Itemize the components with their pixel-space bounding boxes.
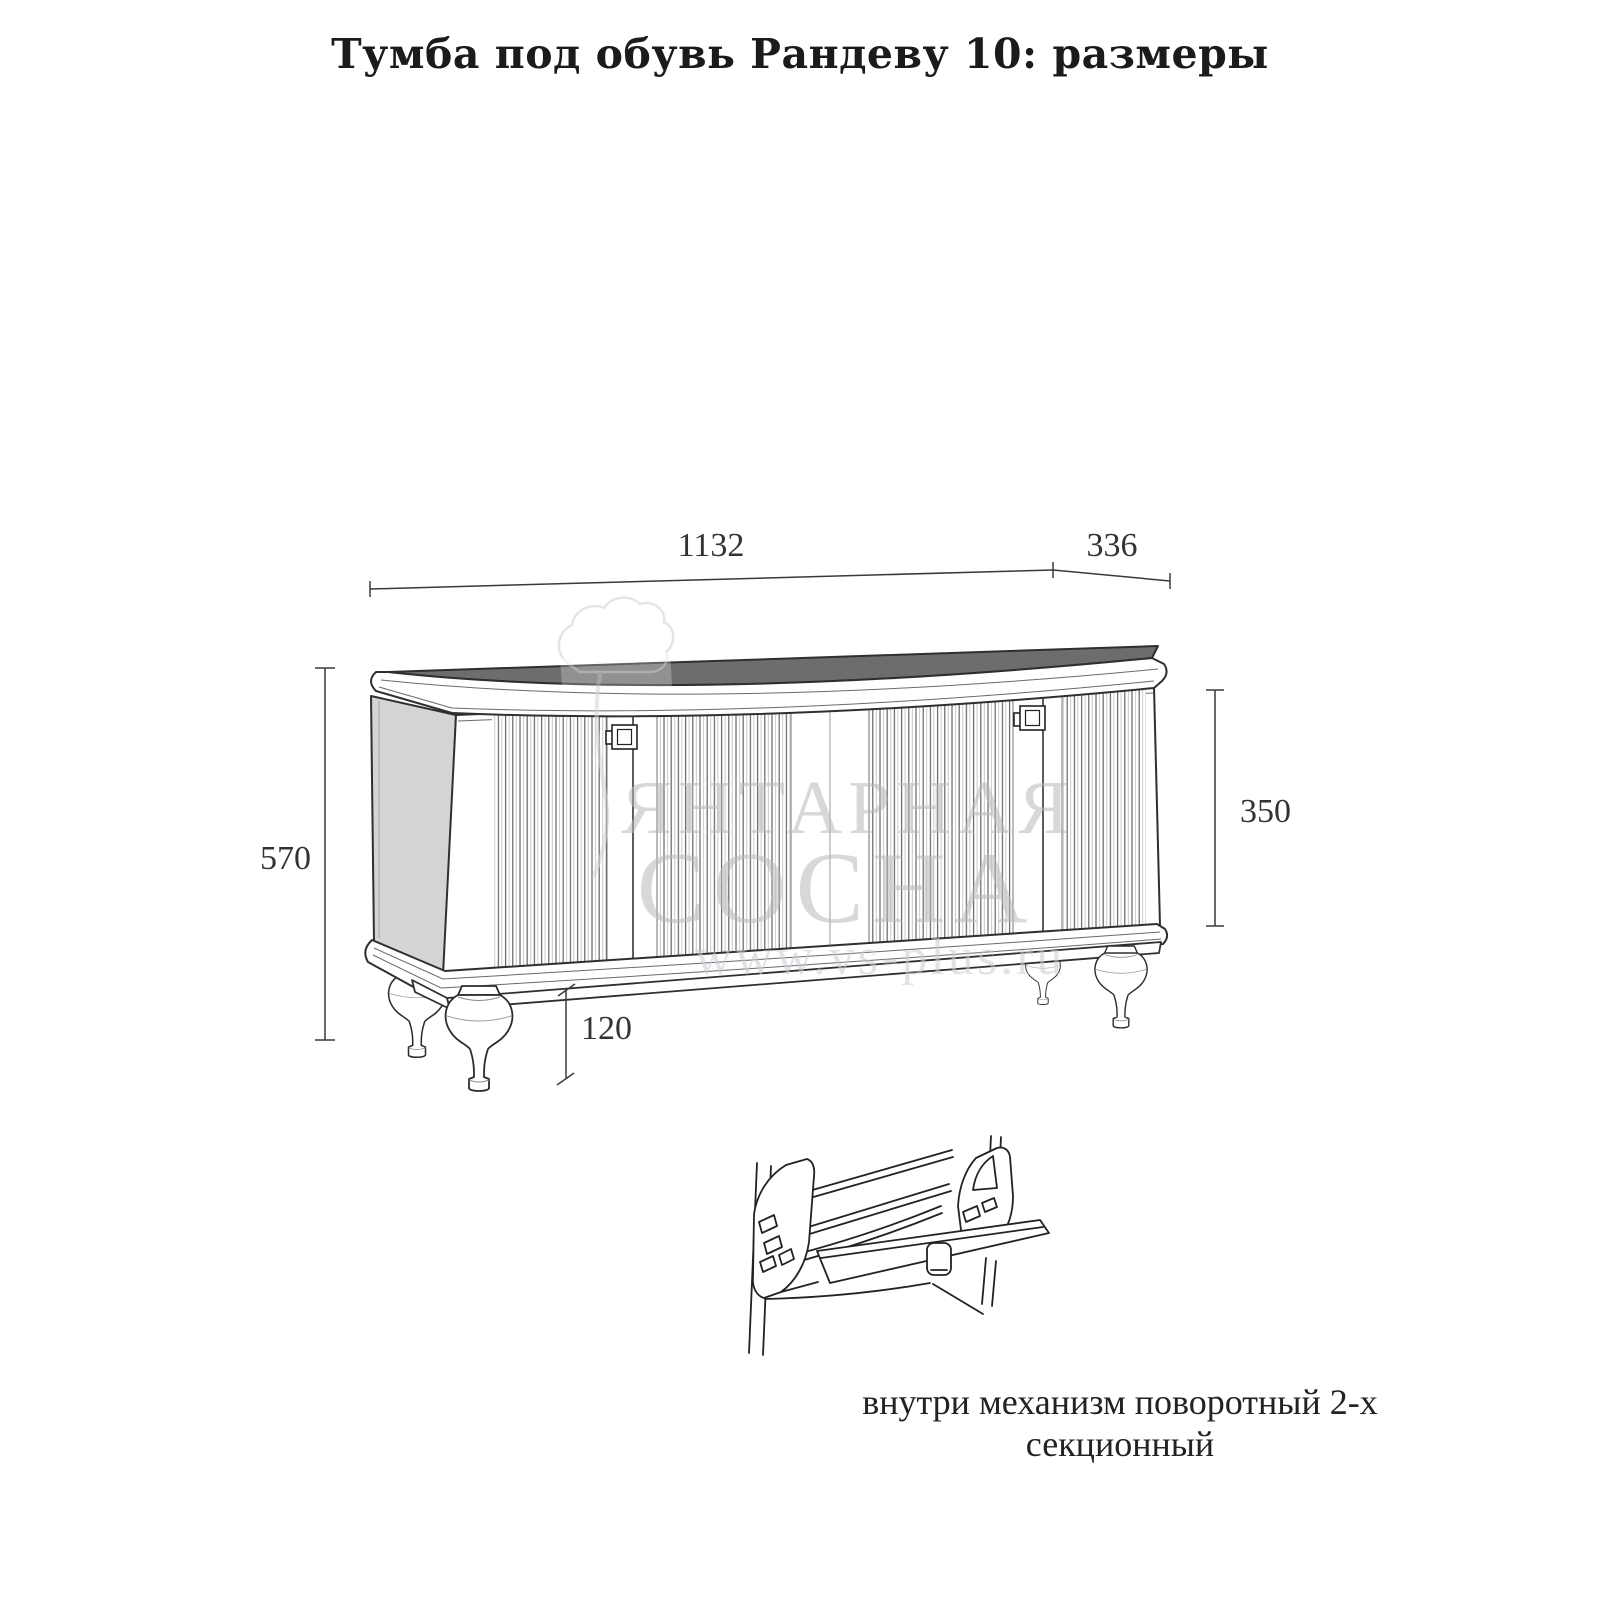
- flute-panel-1: [492, 710, 607, 973]
- dimension-depth: [1053, 527, 1170, 589]
- watermark-url: www.vs-plus.ru: [694, 929, 1066, 986]
- dimension-door-height: [1206, 690, 1291, 926]
- dimension-width: [370, 527, 1053, 597]
- mechanism-caption: внутри механизм поворотный 2-х секционный: [862, 1382, 1378, 1464]
- mechanism-flap: [817, 1220, 1049, 1283]
- leg-front-right: [1095, 946, 1147, 1028]
- mechanism-left-bracket: [753, 1159, 814, 1298]
- watermark-brand-line2: СОСНА: [636, 832, 1036, 945]
- dimension-depth-label: 336: [1086, 527, 1138, 564]
- side-panel: [371, 696, 456, 972]
- watermark-tree-canopy-icon: [559, 598, 673, 672]
- dimension-door-height-label: 350: [1240, 793, 1291, 830]
- cabinet: [365, 646, 1167, 1091]
- flute-panel-4: [1062, 688, 1146, 933]
- leg-front-left: [446, 986, 513, 1091]
- watermark-brand-line1: ЯНТАРНАЯ: [621, 766, 1075, 850]
- dimension-height: [260, 668, 335, 1040]
- mechanism-detail-drawing: [749, 1136, 1049, 1355]
- flute-panel-2: [657, 702, 791, 961]
- dimension-height-label: 570: [260, 840, 311, 877]
- dimension-leg-height-label: 120: [581, 1010, 632, 1047]
- dimension-width-label: 1132: [677, 527, 745, 564]
- page-title: Тумба под обувь Рандеву 10: размеры: [331, 30, 1269, 78]
- flute-panel-3: [869, 694, 1012, 947]
- mechanism-support-line: [933, 1284, 983, 1314]
